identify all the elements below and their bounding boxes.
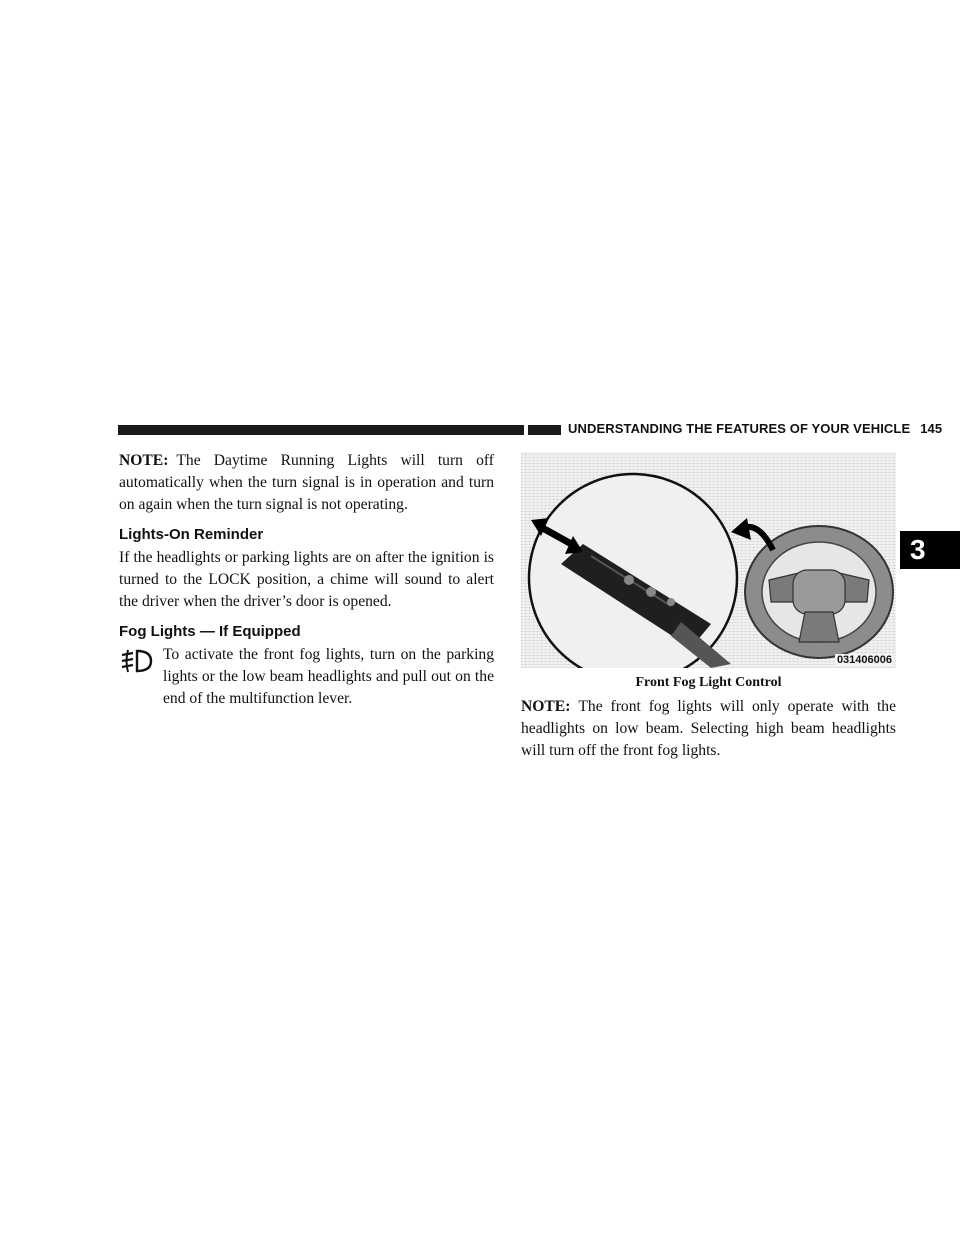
page-number: 145 [920,421,943,436]
header-rule-right [528,425,561,435]
heading-lights-on-reminder: Lights-On Reminder [119,526,264,543]
note-label: NOTE: [521,698,571,715]
figure-code: 031406006 [836,654,892,666]
right-column [521,452,896,762]
lights-on-reminder-text: If the headlights or parking lights are on after the ignition is turned to the LOCK position, a chime will sound to alert the driver when the driver’s door is opened. [119,549,494,610]
front-fog-light-figure [521,452,896,668]
figure-caption: Front Fog Light Control [635,675,782,690]
note-text: The front fog lights will only operate with the headlights on low beam. Selecting high beam headlights will turn off the front fog lights. [521,698,896,759]
chapter-tab: 3 [900,531,960,569]
fog-lights-text: To activate the front fog lights, turn on the parking lights or the low beam headlights and pull out on the end of the multifunction lever. [163,646,494,707]
heading-fog-lights: Fog Lights — If Equipped [119,623,301,640]
note-daytime-running-lights [119,450,494,516]
header-rule-left [118,425,524,435]
front-fog-light-icon [119,648,153,674]
running-head [568,421,942,436]
note-fog-low-beam [521,696,896,762]
section-title: UNDERSTANDING THE FEATURES OF YOUR VEHICLE [568,421,911,436]
left-column [119,450,494,710]
fog-lights-block [119,644,494,710]
note-label: NOTE: [119,452,169,469]
note-text: The Daytime Running Lights will turn off automatically when the turn signal is in operation and turn on again when the turn signal is not operating. [119,452,494,513]
steering-wheel-illustration [521,452,896,668]
